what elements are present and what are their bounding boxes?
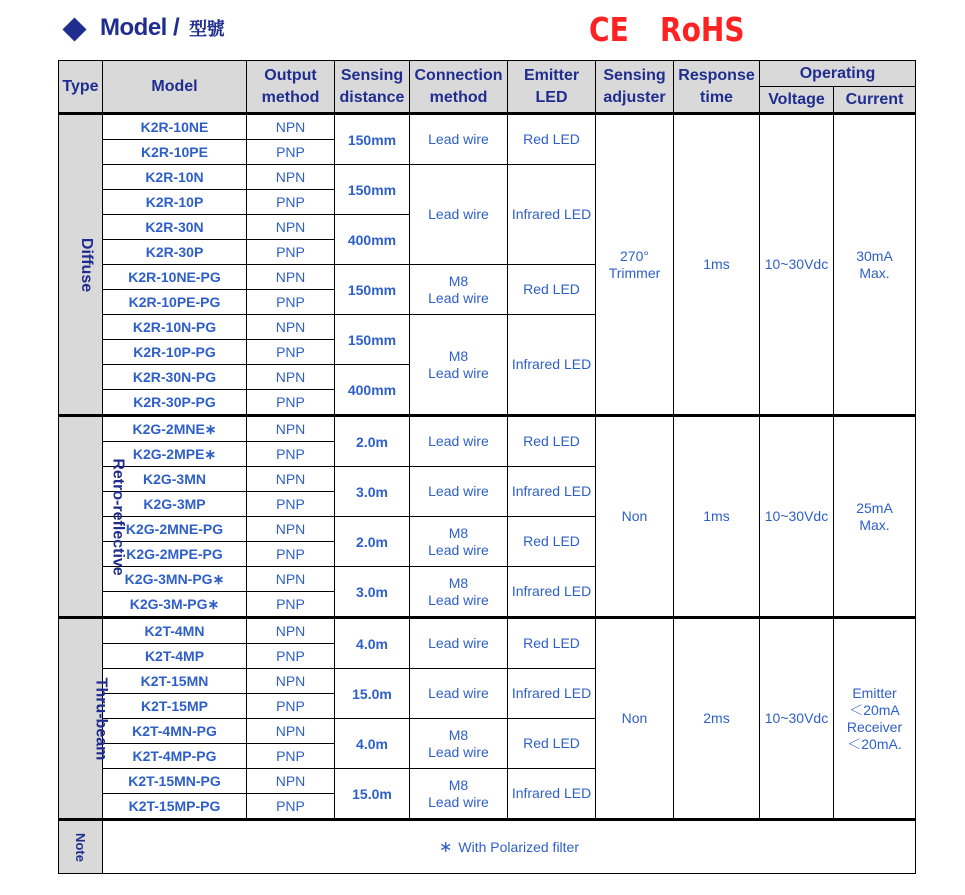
connection-cell: M8 Lead wire	[410, 315, 508, 416]
model-cell: K2R-10PE	[103, 140, 247, 165]
title-model: Model /	[100, 14, 180, 41]
output-cell: PNP	[247, 290, 335, 315]
output-cell: NPN	[247, 365, 335, 390]
emitter-cell: Infrared LED	[508, 315, 596, 416]
model-cell: K2T-15MP-PG	[103, 794, 247, 820]
output-cell: PNP	[247, 240, 335, 265]
output-cell: PNP	[247, 644, 335, 669]
connection-cell: Lead wire	[410, 114, 508, 165]
connection-cell: M8 Lead wire	[410, 567, 508, 618]
type-thru-beam: Thru-beam	[59, 618, 103, 820]
output-cell: PNP	[247, 442, 335, 467]
header-connection: Connection method	[410, 61, 508, 114]
output-cell: PNP	[247, 744, 335, 769]
model-cell: K2R-10N-PG	[103, 315, 247, 340]
output-cell: PNP	[247, 592, 335, 618]
distance-cell: 150mm	[335, 114, 410, 165]
output-cell: NPN	[247, 114, 335, 140]
connection-cell: Lead wire	[410, 165, 508, 265]
note-label-cell: Note	[59, 820, 103, 874]
output-cell: NPN	[247, 416, 335, 442]
voltage-cell: 10~30Vdc	[760, 114, 834, 416]
distance-cell: 400mm	[335, 365, 410, 416]
emitter-cell: Red LED	[508, 114, 596, 165]
rohs-mark-logo: RoHS	[660, 10, 745, 49]
model-cell: K2R-10P	[103, 190, 247, 215]
distance-cell: 2.0m	[335, 416, 410, 467]
model-cell: K2R-10P-PG	[103, 340, 247, 365]
model-cell: K2G-2MNE-PG	[103, 517, 247, 542]
output-cell: NPN	[247, 669, 335, 694]
output-cell: PNP	[247, 390, 335, 416]
header-model: Model	[103, 61, 247, 114]
emitter-cell: Infrared LED	[508, 769, 596, 820]
output-cell: PNP	[247, 542, 335, 567]
model-cell: K2R-10NE	[103, 114, 247, 140]
emitter-cell: Infrared LED	[508, 467, 596, 517]
model-cell: K2R-10NE-PG	[103, 265, 247, 290]
output-cell: NPN	[247, 567, 335, 592]
type-diffuse: Diffuse	[59, 114, 103, 416]
header-output: Output method	[247, 61, 335, 114]
model-cell: K2R-30P	[103, 240, 247, 265]
model-cell: K2T-4MN	[103, 618, 247, 644]
connection-cell: M8 Lead wire	[410, 517, 508, 567]
distance-cell: 400mm	[335, 215, 410, 265]
emitter-cell: Red LED	[508, 719, 596, 769]
header-emitter: Emitter LED	[508, 61, 596, 114]
current-cell: Emitter ＜20mA Receiver ＜20mA.	[834, 618, 916, 820]
distance-cell: 150mm	[335, 165, 410, 215]
response-cell: 2ms	[674, 618, 760, 820]
adjuster-cell: 270° Trimmer	[596, 114, 674, 416]
output-cell: NPN	[247, 618, 335, 644]
emitter-cell: Red LED	[508, 416, 596, 467]
model-cell: K2T-4MP-PG	[103, 744, 247, 769]
model-cell: K2G-2MNE∗	[103, 416, 247, 442]
asterisk-icon: ∗	[439, 839, 453, 856]
connection-cell: M8 Lead wire	[410, 769, 508, 820]
model-cell: K2T-15MP	[103, 694, 247, 719]
output-cell: PNP	[247, 492, 335, 517]
model-cell: K2T-4MP	[103, 644, 247, 669]
output-cell: NPN	[247, 517, 335, 542]
output-cell: NPN	[247, 165, 335, 190]
output-cell: PNP	[247, 140, 335, 165]
adjuster-cell: Non	[596, 618, 674, 820]
distance-cell: 4.0m	[335, 618, 410, 669]
output-cell: NPN	[247, 265, 335, 290]
distance-cell: 3.0m	[335, 567, 410, 618]
emitter-cell: Red LED	[508, 618, 596, 669]
distance-cell: 4.0m	[335, 719, 410, 769]
output-cell: NPN	[247, 215, 335, 240]
output-cell: NPN	[247, 769, 335, 794]
header-current: Current	[834, 87, 916, 114]
output-cell: PNP	[247, 694, 335, 719]
response-cell: 1ms	[674, 416, 760, 618]
model-cell: K2G-3MN	[103, 467, 247, 492]
connection-cell: M8 Lead wire	[410, 265, 508, 315]
model-cell: K2T-15MN-PG	[103, 769, 247, 794]
model-cell: K2T-15MN	[103, 669, 247, 694]
page-title	[100, 14, 224, 42]
distance-cell: 150mm	[335, 315, 410, 365]
current-cell: 25mA Max.	[834, 416, 916, 618]
header-sensing-distance: Sensing distance	[335, 61, 410, 114]
connection-cell: Lead wire	[410, 618, 508, 669]
emitter-cell: Red LED	[508, 265, 596, 315]
distance-cell: 2.0m	[335, 517, 410, 567]
output-cell: PNP	[247, 340, 335, 365]
emitter-cell: Infrared LED	[508, 567, 596, 618]
emitter-cell: Infrared LED	[508, 669, 596, 719]
header-sensing-adjuster: Sensing adjuster	[596, 61, 674, 114]
model-cell: K2G-2MPE∗	[103, 442, 247, 467]
header-type: Type	[59, 61, 103, 114]
note-text: ∗ With Polarized filter	[103, 820, 916, 874]
model-cell: K2R-10PE-PG	[103, 290, 247, 315]
model-cell: K2T-4MN-PG	[103, 719, 247, 744]
output-cell: NPN	[247, 467, 335, 492]
current-cell: 30mA Max.	[834, 114, 916, 416]
model-cell: K2R-30P-PG	[103, 390, 247, 416]
model-cell: K2G-3M-PG∗	[103, 592, 247, 618]
model-cell: K2G-3MN-PG∗	[103, 567, 247, 592]
connection-cell: Lead wire	[410, 467, 508, 517]
voltage-cell: 10~30Vdc	[760, 416, 834, 618]
emitter-cell: Infrared LED	[508, 165, 596, 265]
voltage-cell: 10~30Vdc	[760, 618, 834, 820]
distance-cell: 15.0m	[335, 769, 410, 820]
connection-cell: Lead wire	[410, 416, 508, 467]
distance-cell: 3.0m	[335, 467, 410, 517]
connection-cell: M8 Lead wire	[410, 719, 508, 769]
model-cell: K2G-3MP	[103, 492, 247, 517]
header-response-time: Response time	[674, 61, 760, 114]
emitter-cell: Red LED	[508, 517, 596, 567]
distance-cell: 15.0m	[335, 669, 410, 719]
distance-cell: 150mm	[335, 265, 410, 315]
title-model-cjk: 型號	[189, 19, 225, 39]
output-cell: NPN	[247, 719, 335, 744]
output-cell: NPN	[247, 315, 335, 340]
ce-mark-logo: CE	[589, 10, 629, 49]
model-cell: K2G-2MPE-PG	[103, 542, 247, 567]
model-cell: K2R-30N-PG	[103, 365, 247, 390]
header-voltage: Voltage	[760, 87, 834, 114]
output-cell: PNP	[247, 190, 335, 215]
output-cell: PNP	[247, 794, 335, 820]
model-spec-table	[58, 60, 916, 874]
type-retro-reflective: Retro-reflective	[59, 416, 103, 618]
adjuster-cell: Non	[596, 416, 674, 618]
model-cell: K2R-30N	[103, 215, 247, 240]
response-cell: 1ms	[674, 114, 760, 416]
model-cell: K2R-10N	[103, 165, 247, 190]
header-operating: Operating	[760, 61, 916, 87]
diamond-bullet-icon	[62, 17, 86, 41]
title-bar	[64, 10, 924, 54]
connection-cell: Lead wire	[410, 669, 508, 719]
